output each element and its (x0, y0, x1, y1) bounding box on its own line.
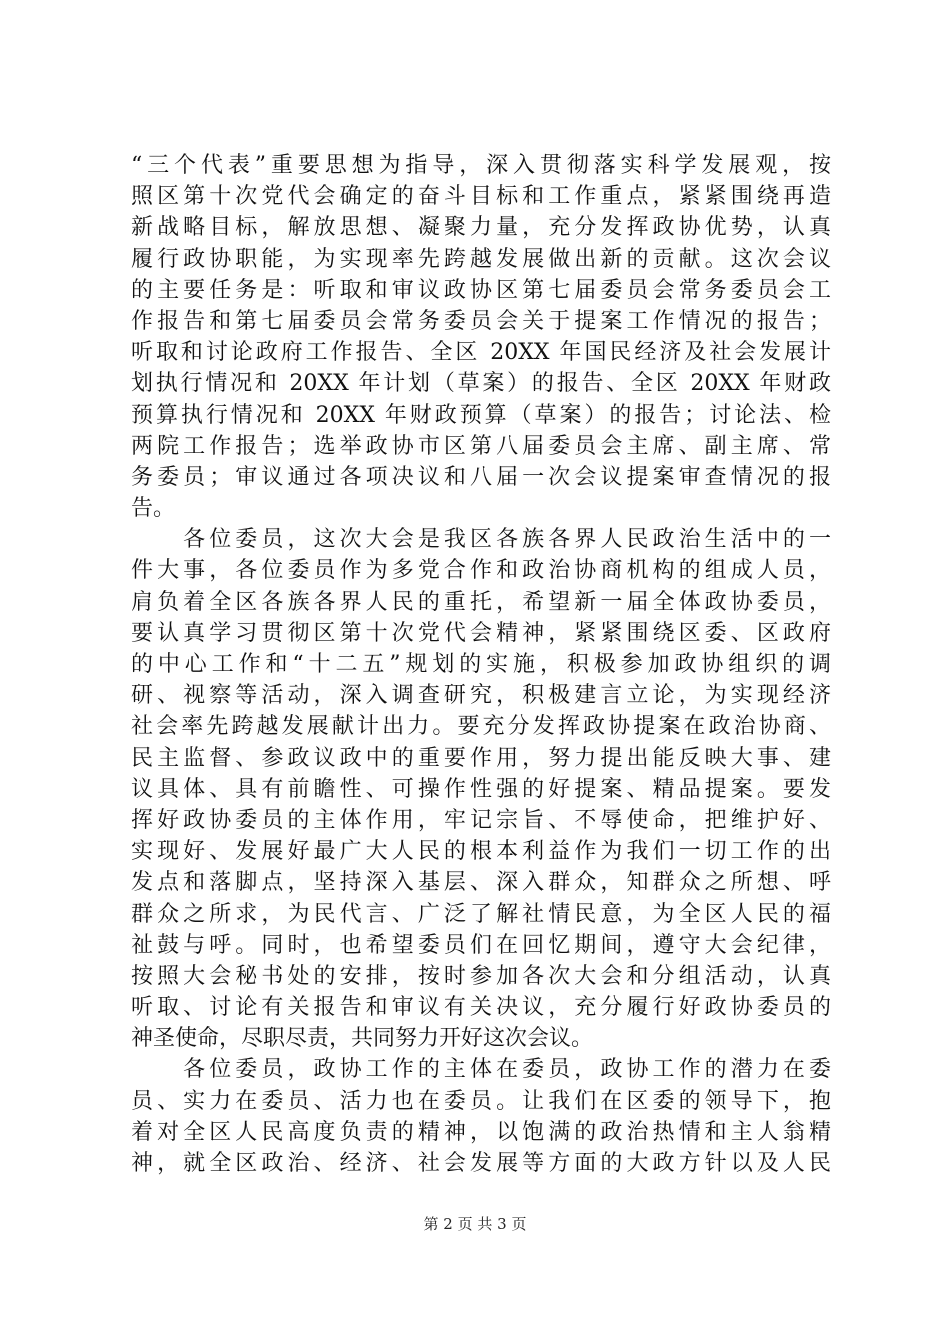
text-line: 照区第十次党代会确定的奋斗目标和工作重点，紧紧围绕再造 (131, 184, 831, 210)
text-line: 履行政协职能，为实现率先跨越发展做出新的贡献。这次会议 (131, 246, 831, 272)
text-line: 员、实力在委员、活力也在委员。让我们在区委的领导下，抱 (131, 1088, 831, 1114)
text-line: 各位委员，政协工作的主体在委员，政协工作的潜力在委 (131, 1057, 831, 1083)
text-line: “三个代表”重要思想为指导，深入贯彻落实科学发展观，按 (131, 153, 831, 178)
text-line: 社会率先跨越发展献计出力。要充分发挥政协提案在政治协商、 (131, 714, 831, 740)
text-line: 预算执行情况和 20XX 年财政预算（草案）的报告；讨论法、检 (131, 402, 831, 428)
text-line: 听取和讨论政府工作报告、全区 20XX 年国民经济及社会发展计 (131, 340, 831, 366)
text-line: 祉鼓与呼。同时，也希望委员们在回忆期间，遵守大会纪律， (131, 932, 831, 958)
text-line: 研、视察等活动，深入调查研究，积极建言立论，为实现经济 (131, 683, 831, 709)
text-line: 着对全区人民高度负责的精神，以饱满的政治热情和主人翁精 (131, 1119, 831, 1145)
text-line: 的中心工作和“十二五”规划的实施，积极参加政协组织的调 (131, 652, 831, 677)
text-line: 议具体、具有前瞻性、可操作性强的好提案、精品提案。要发 (131, 776, 831, 802)
text-line: 听取、讨论有关报告和审议有关决议，充分履行好政协委员的 (131, 995, 831, 1021)
text-line: 要认真学习贯彻区第十次党代会精神，紧紧围绕区委、区政府 (131, 620, 831, 646)
text-line: 作报告和第七届委员会常务委员会关于提案工作情况的报告； (131, 308, 831, 334)
text-line: 神，就全区政治、经济、社会发展等方面的大政方针以及人民 (131, 1151, 831, 1176)
text-line: 的主要任务是：听取和审议政协区第七届委员会常务委员会工 (131, 277, 831, 303)
text-line: 划执行情况和 20XX 年计划（草案）的报告、全区 20XX 年财政 (131, 371, 831, 397)
page-number-footer: 第 2 页 共 3 页 (423, 1215, 527, 1233)
text-line: 各位委员，这次大会是我区各族各界人民政治生活中的一 (131, 527, 831, 553)
text-line: 群众之所求，为民代言、广泛了解社情民意，为全区人民的福 (131, 901, 831, 927)
text-line: 发点和落脚点，坚持深入基层、深入群众，知群众之所想、呼 (131, 870, 831, 896)
text-line: 挥好政协委员的主体作用，牢记宗旨、不辱使命，把维护好、 (131, 807, 831, 833)
text-line: 按照大会秘书处的安排，按时参加各次大会和分组活动，认真 (131, 963, 831, 989)
text-line: 两院工作报告；选举政协市区第八届委员会主席、副主席、常 (131, 433, 831, 459)
text-line: 告。 (131, 496, 176, 522)
text-line: 件大事，各位委员作为多党合作和政治协商机构的组成人员， (131, 558, 831, 584)
text-line: 务委员；审议通过各项决议和八届一次会议提案审查情况的报 (131, 464, 831, 490)
document-body (131, 150, 831, 1179)
text-line: 民主监督、参政议政中的重要作用，努力提出能反映大事、建 (131, 745, 831, 771)
text-line: 新战略目标，解放思想、凝聚力量，充分发挥政协优势，认真 (131, 215, 831, 241)
text-line: 肩负着全区各族各界人民的重托，希望新一届全体政协委员， (131, 589, 831, 615)
text-line: 神圣使命，尽职尽责，共同努力开好这次会议。 (131, 1026, 594, 1052)
text-line: 实现好、发展好最广大人民的根本利益作为我们一切工作的出 (131, 839, 831, 865)
